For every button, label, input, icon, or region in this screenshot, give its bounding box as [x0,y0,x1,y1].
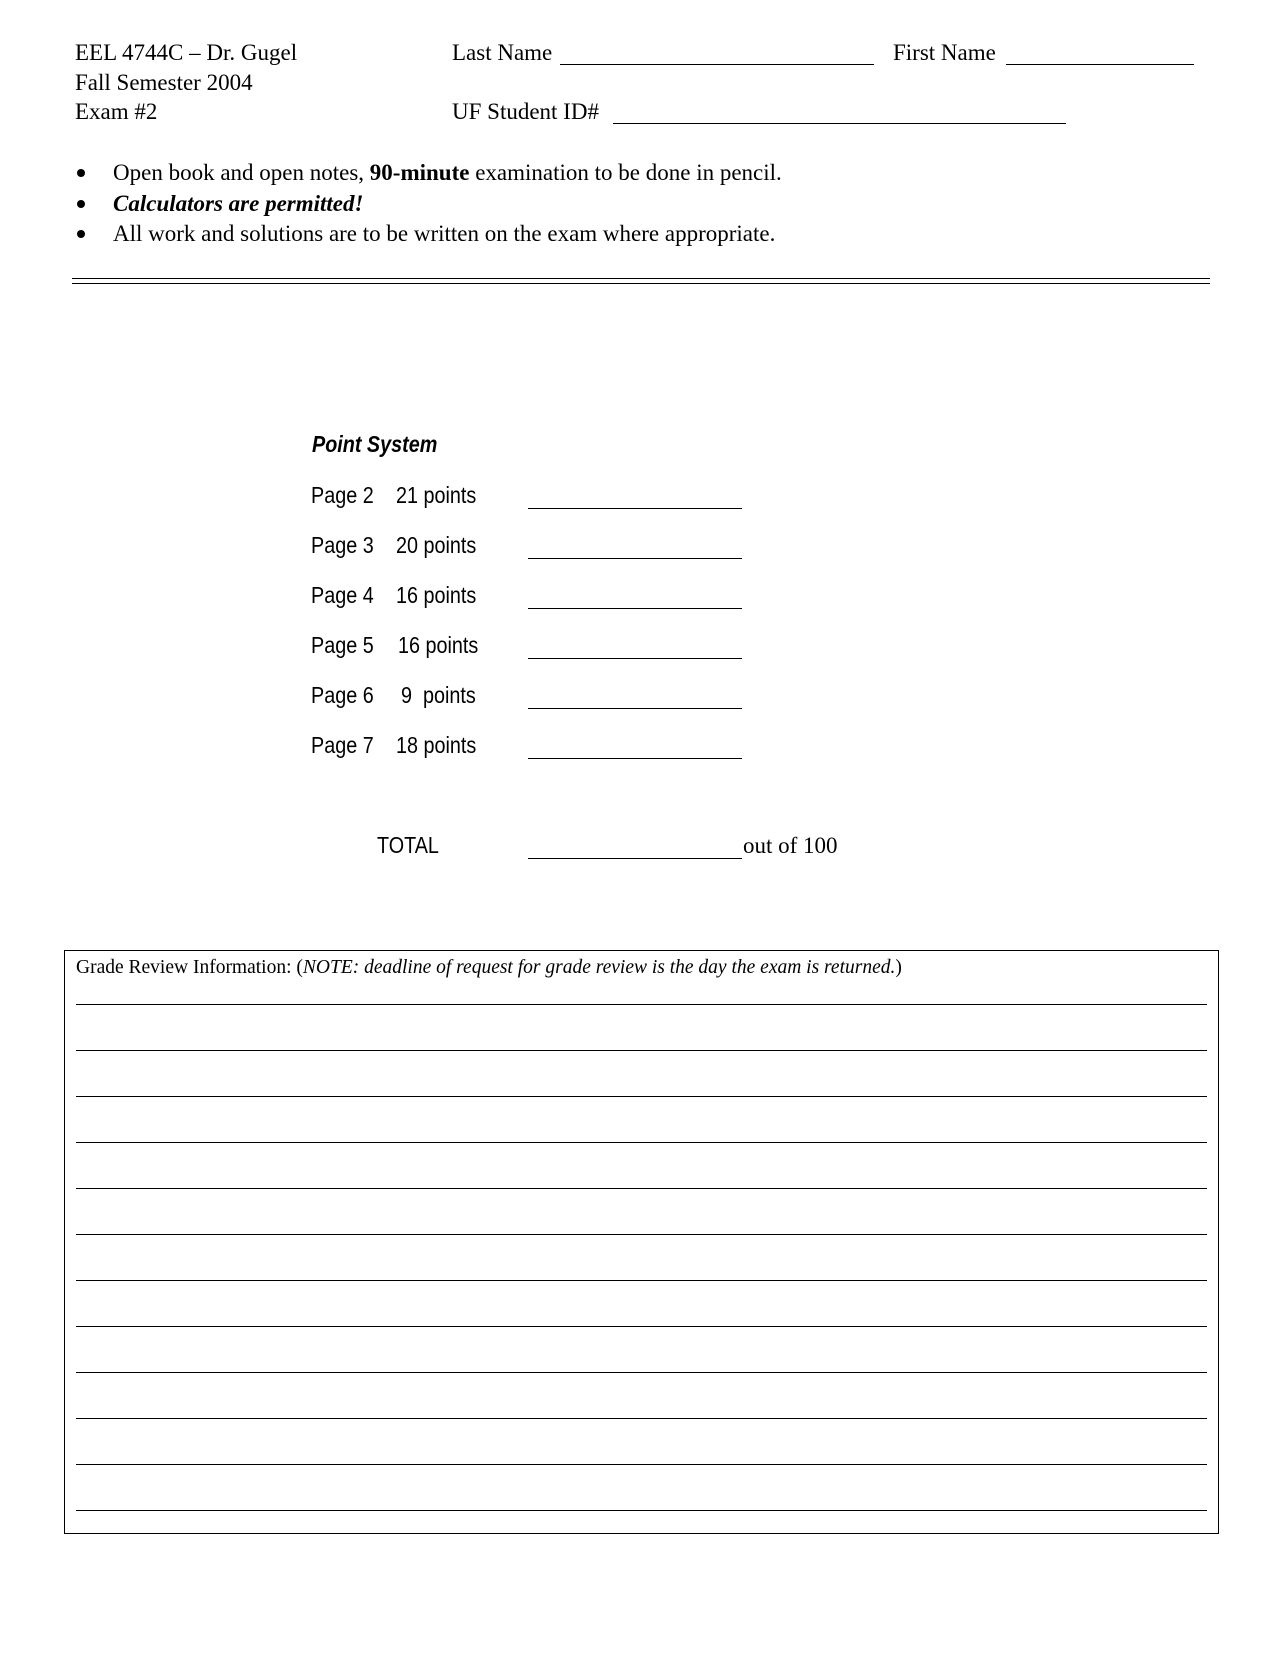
row-points: 16 points [396,582,477,608]
row-points: 9 points [401,682,476,708]
semester: Fall Semester 2004 [75,70,253,95]
first-name-field[interactable] [1006,64,1194,65]
review-writing-line[interactable] [76,1510,1207,1511]
divider-line [72,278,1210,279]
row-points: 21 points [396,482,477,508]
row-points: 18 points [396,732,477,758]
row-page: Page 3 [311,532,374,558]
bullet-icon [77,200,85,208]
divider-line [72,283,1210,284]
row-page: Page 6 [311,682,374,708]
instruction-text: Open book and open notes, [113,160,370,185]
review-writing-line[interactable] [76,1188,1207,1189]
score-field[interactable] [528,558,742,559]
row-page: Page 2 [311,482,374,508]
review-writing-line[interactable] [76,1372,1207,1373]
score-field[interactable] [528,608,742,609]
student-id-label: UF Student ID# [452,99,599,124]
total-suffix: out of 100 [743,833,838,858]
score-field[interactable] [528,508,742,509]
instruction-item-3: All work and solutions are to be written on the exam where appropriate. [113,221,776,246]
first-name-label: First Name [893,40,996,65]
review-writing-line[interactable] [76,1464,1207,1465]
review-writing-line[interactable] [76,1096,1207,1097]
student-id-field[interactable] [613,123,1066,124]
grade-review-label: Grade Review Information: ( [76,957,303,978]
instruction-item-1 [113,159,782,187]
grade-review-note: NOTE: deadline of request for grade review is the day the exam is returned. [302,957,896,978]
grade-review-box [64,950,1219,1534]
grade-review-heading [76,956,902,980]
instruction-emphasis: 90-minute [369,160,470,185]
point-system-title-text: Point System [312,431,438,457]
bullet-icon [77,169,85,177]
row-page: Page 7 [311,732,374,758]
review-writing-line[interactable] [76,1326,1207,1327]
row-page: Page 4 [311,582,374,608]
row-points: 16 points [398,632,479,658]
course-title: EEL 4744C – Dr. Gugel [75,40,298,65]
row-points: 20 points [396,532,477,558]
instruction-text: examination to be done in pencil. [469,160,782,185]
review-writing-line[interactable] [76,1142,1207,1143]
review-writing-line[interactable] [76,1234,1207,1235]
exam-number: Exam #2 [75,99,158,124]
score-field[interactable] [528,658,742,659]
score-field[interactable] [528,708,742,709]
review-writing-line[interactable] [76,1418,1207,1419]
review-writing-line[interactable] [76,1004,1207,1005]
total-label: TOTAL [377,832,439,858]
review-writing-line[interactable] [76,1050,1207,1051]
last-name-label: Last Name [452,40,553,65]
review-writing-line[interactable] [76,1280,1207,1281]
total-score-field[interactable] [528,858,742,859]
bullet-icon [77,230,85,238]
last-name-field[interactable] [560,64,874,65]
score-field[interactable] [528,758,742,759]
row-page: Page 5 [311,632,374,658]
grade-review-close: ) [895,957,902,978]
point-system-title [312,430,458,458]
instruction-item-2: Calculators are permitted! [113,191,364,216]
